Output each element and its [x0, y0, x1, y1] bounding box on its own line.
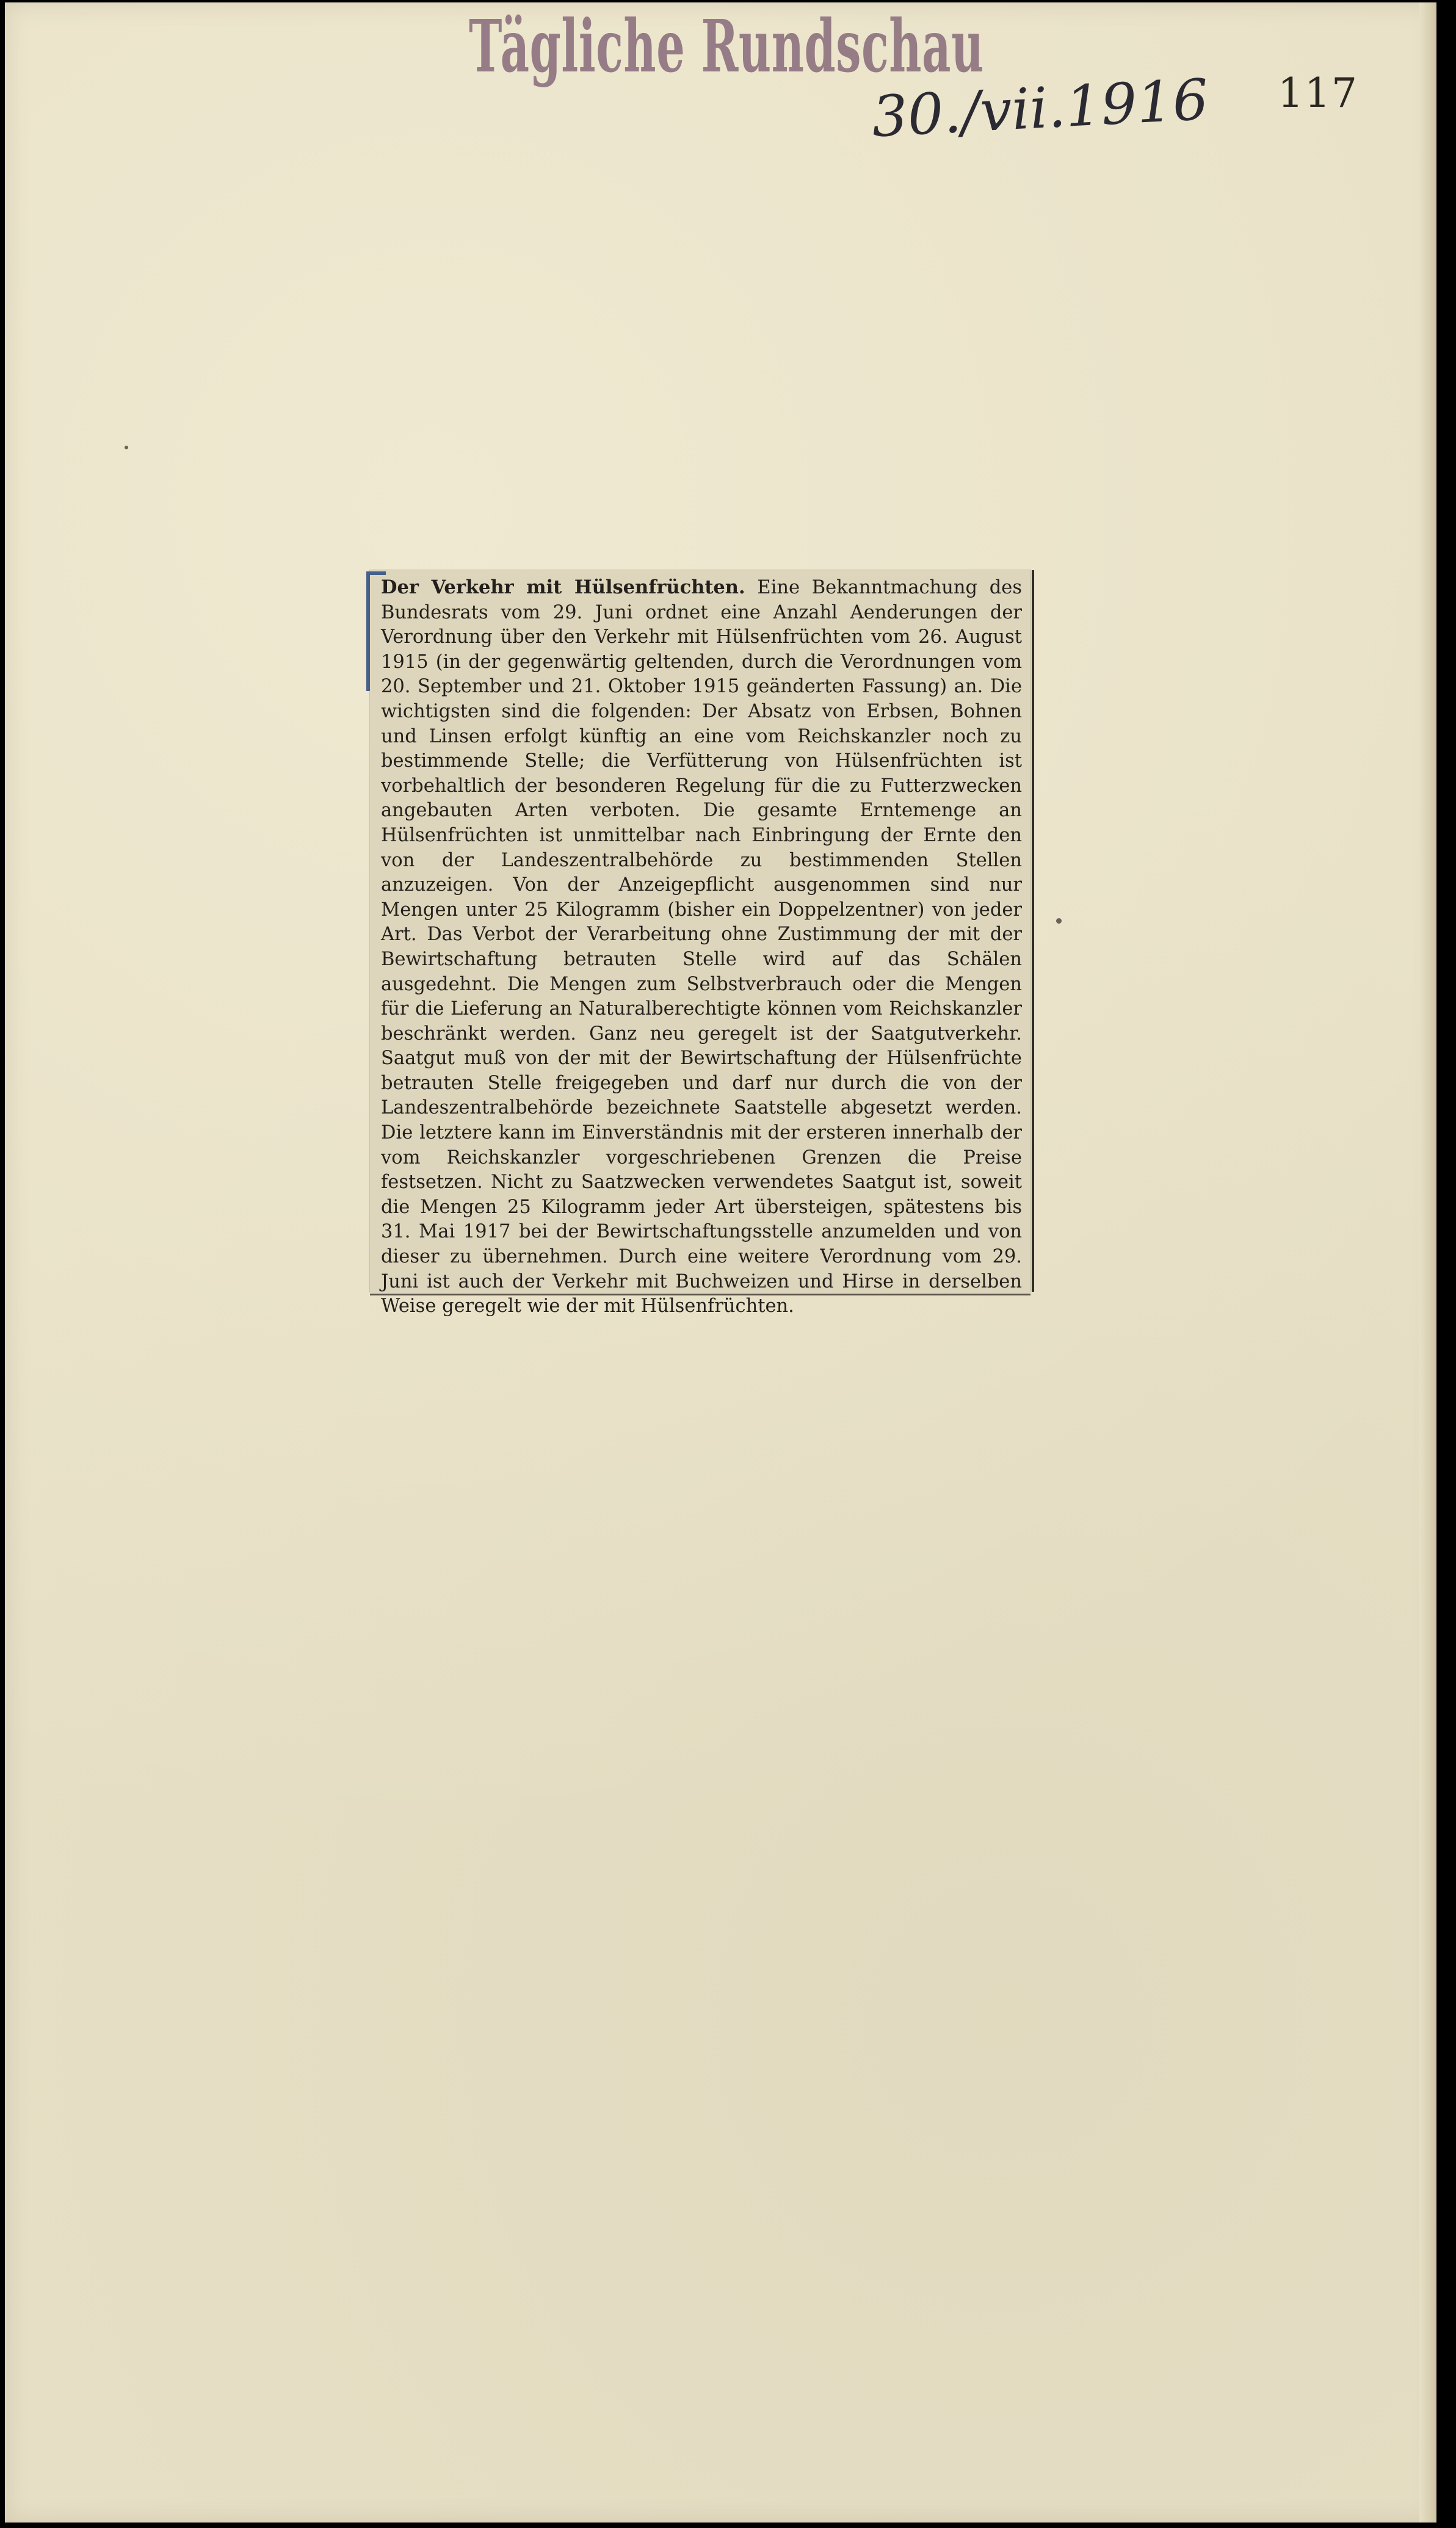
handwritten-date: 30./vii.1916: [870, 67, 1210, 150]
paper-speck: [125, 446, 128, 449]
article-headline: Der Verkehr mit Hülsenfrüchten.: [381, 576, 745, 598]
archive-sheet: [5, 2, 1436, 2523]
clipping-edge-right: [1032, 570, 1034, 1292]
sheet-edge: [1419, 2, 1436, 2523]
paper-speck: [1056, 918, 1062, 924]
page-number: 117: [1278, 70, 1358, 117]
article: [381, 575, 1022, 1319]
newspaper-clipping: [370, 570, 1030, 1317]
newspaper-name-stamp: Tägliche Rundschau: [469, 4, 984, 89]
article-body: Eine Bekanntmachung des Bundesrats vom 29. Juni ordnet eine Anzahl Aenderungen der Verordnung über den Verkehr mit Hülsenfrüchten vom 26. August 1915 (in der gegenwärtig geltenden, durch die Verordnungen vom 20. September und 21. Oktober 1915 geänderten Fassung) an. Die wichtigsten sind die folgenden: Der Absatz von Erbsen, Bohnen und Linsen erfolgt künftig an eine vom Reichskanzler noch zu bestimmende Stelle; die Verfütterung von Hülsenfrüchten ist vorbehaltlich der besonderen Regelung für die zu Futterzwecken angebauten Arten verboten. Die gesamte Erntemenge an Hülsenfrüchten ist unmittelbar nach Einbringung der Ernte den von der Landeszentralbehörde zu bestimmenden Stellen anzuzeigen. Von der Anzeigepflicht ausgenommen sind nur Mengen unter 25 Kilogramm (bisher ein Doppelzentner) von jeder Art. Das Verbot der Verarbeitung ohne Zustimmung der mit der Bewirtschaftung betrauten Stelle wird auf das Schälen ausgedehnt. Die Mengen zum Selbstverbrauch oder die Mengen für die Lieferung an Naturalberechtigte können vom Reichskanzler beschränkt werden. Ganz neu geregelt ist der Saatgutverkehr. Saatgut muß von der mit der Bewirtschaftung der Hülsenfrüchte betrauten Stelle freigegeben und darf nur durch die von der Landeszentralbehörde bezeichnete Saatstelle abgesetzt werden. Die letztere kann im Einverständnis mit der ersteren innerhalb der vom Reichskanzler vorgeschriebenen Grenzen die Preise festsetzen. Nicht zu Saatzwecken verwendetes Saatgut ist, soweit die Mengen 25 Kilogramm jeder Art übersteigen, spätestens bis 31. Mai 1917 bei der Bewirtschaftungsstelle anzumelden und von dieser zu übernehmen. Durch eine weitere Verordnung vom 29. Juni ist auch der Verkehr mit Buchweizen und Hirse in derselben Weise geregelt wie der mit Hülsenfrüchten.: [381, 577, 1022, 1317]
